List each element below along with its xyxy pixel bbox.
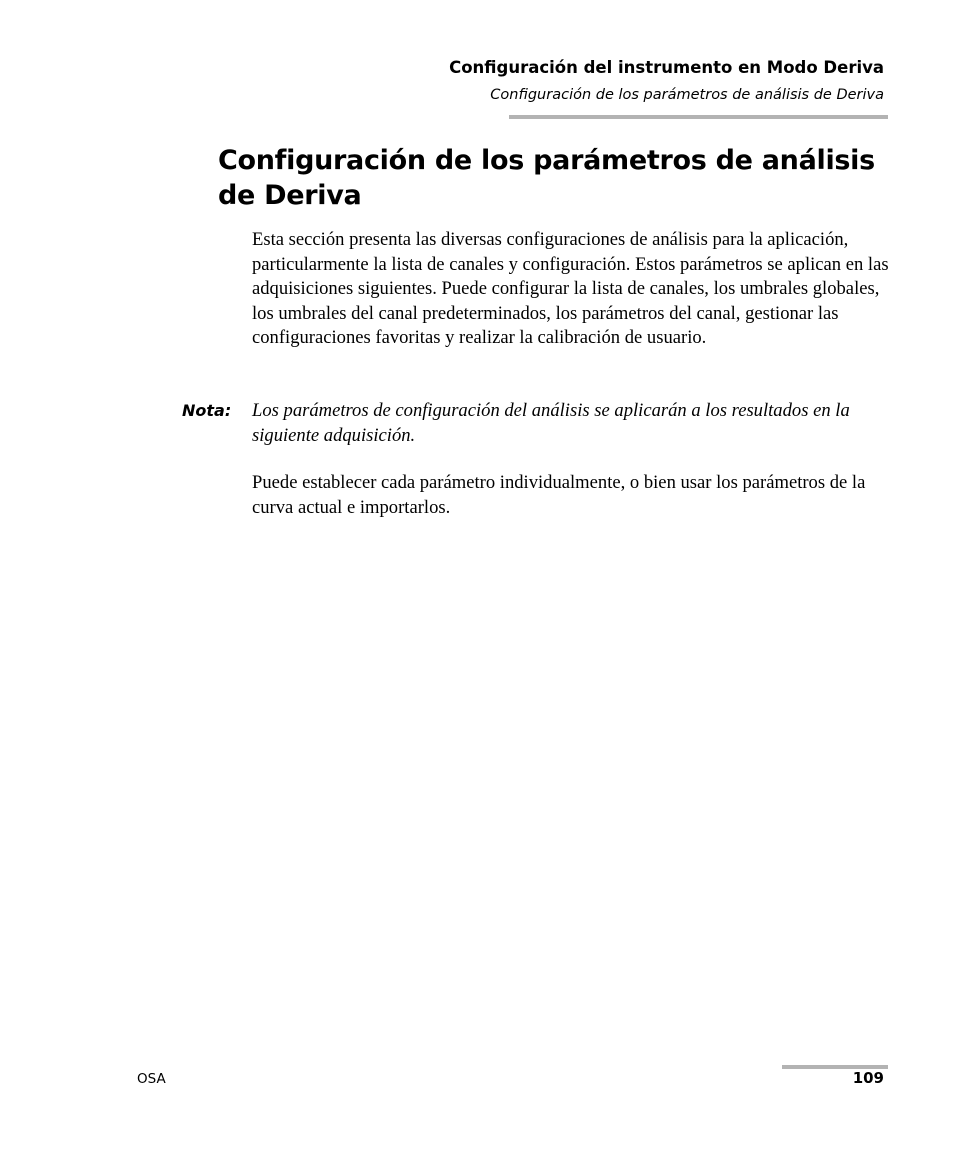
note-label: Nota: [182,401,232,420]
note-text: Los parámetros de configuración del análisis se aplicarán a los resultados en la siguiente adquisición. [252,400,850,446]
header-divider [509,115,888,119]
footer-product-name: OSA [137,1071,166,1087]
running-header-chapter: Configuración del instrumento en Modo Deriva [449,58,884,77]
running-header-section: Configuración de los parámetros de análisis de Deriva [490,87,884,103]
intro-paragraph: Esta sección presenta las diversas configuraciones de análisis para la aplicación, particularmente la lista de canales y configuración. Estos parámetros se aplican en las adquisiciones siguientes. Puede configurar la lista de canales, los umbrales globales, los umbrales del canal predeterminados, los parámetros del canal, gestionar las configuraciones favoritas y realizar la calibración de usuario. [252,229,889,349]
section-title: Configuración de los parámetros de análisis de Deriva [218,145,875,211]
closing-paragraph: Puede establecer cada parámetro individualmente, o bien usar los parámetros de la curva actual e importarlos. [252,472,866,518]
page-number: 109 [852,1069,884,1087]
